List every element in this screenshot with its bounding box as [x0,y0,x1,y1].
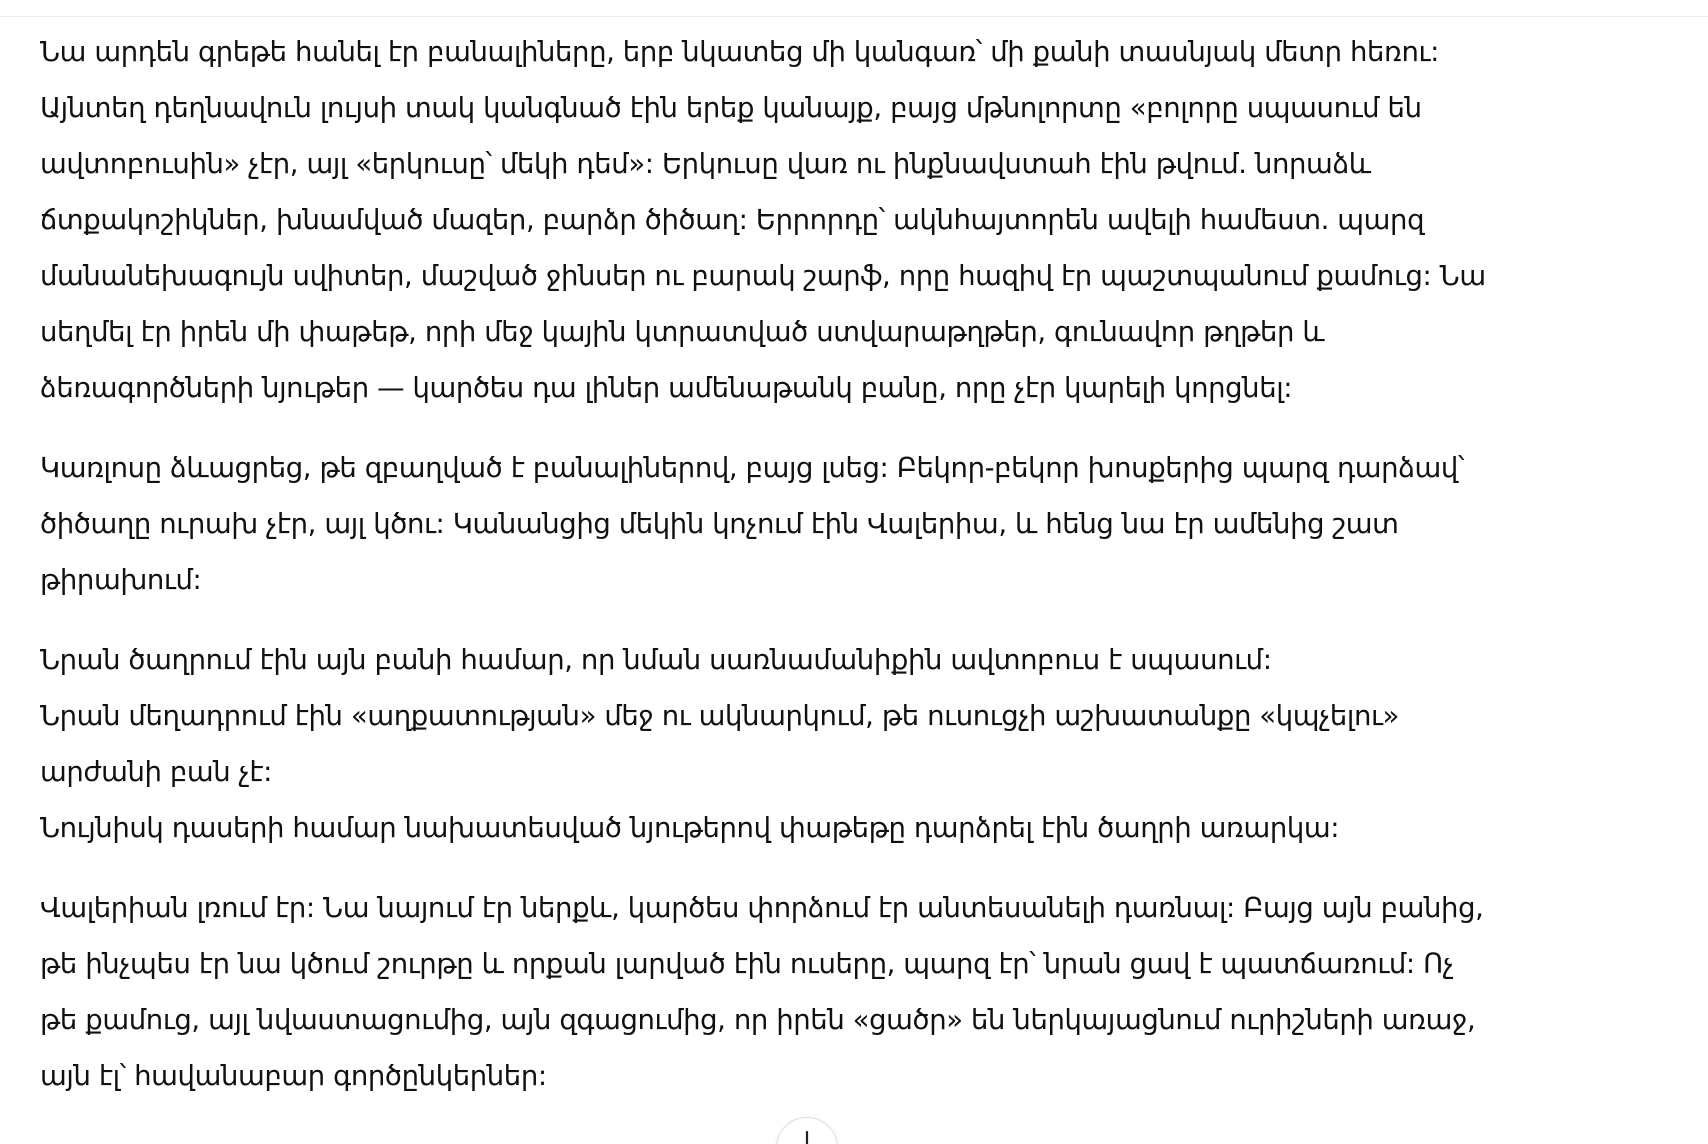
arrow-down-icon [797,1130,817,1144]
top-divider [0,16,1708,17]
article-paragraph: Նա արդեն գրեթե հանել էր բանալիները, երբ նկատեց մի կանգառ՝ մի քանի տասնյակ մետր հեռու: Այնտեղ դեղնավուն լույսի տակ կանգնած էին երեք կանայք, բայց մթնոլորտը «բոլորը սպասում են ավտոբուսին» չէր, այլ «երկուսը՝ մեկի դեմ»: Երկուսը վառ ու ինքնավստահ էին թվում. նորաձև ճտքակոշիկներ, խնամված մազեր, բարձր ծիծաղ: Երրորդը՝ ակնհայտորեն ավելի համեստ. պարզ մանանեխագույն սվիտեր, մաշված ջինսեր ու բարակ շարֆ, որը հազիվ էր պաշտպանում քամուց: Նա սեղմել էր իրեն մի փաթեթ, որի մեջ կային կտրատված ստվարաթղթեր, գունավոր թղթեր և ձեռագործների նյութեր — կարծես դա լիներ ամենաթանկ բանը, որը չէր կարելի կորցնել: [40,36,1486,404]
article-paragraph: Նրան ծաղրում էին այն բանի համար, որ նման սառնամանիքին ավտոբուս է սպասում: Նրան մեղադրում էին «աղքատության» մեջ ու ակնարկում, թե ուսուցչի աշխատանքը «կպչելու» արժանի բան չէ: Նույնիսկ դասերի համար նախատեսված նյութերով փաթեթը դարձրել էին ծաղրի առարկա: [40,644,1399,844]
article-paragraph: Վալերիան լռում էր: Նա նայում էր ներքև, կարծես փորձում էր անտեսանելի դառնալ: Բայց այն բանից, թե ինչպես էր նա կծում շուրթը և որքան լարված էին ուսերը, պարզ էր՝ նրան ցավ է պատճառում: Ոչ թե քամուց, այլ նվաստացումից, այն զգացումից, որ իրեն «ցածր» են ներկայացնում ուրիշների առաջ, այն էլ՝ հավանաբար գործընկերներ: [40,892,1484,1092]
article-body [40,24,1680,1128]
article-paragraph: Կառլոսը ձևացրեց, թե զբաղված է բանալիներով, բայց լսեց: Բեկոր-բեկոր խոսքերից պարզ դարձավ՝ ծիծաղը ուրախ չէր, այլ կծու: Կանանցից մեկին կոչում էին Վալերիա, և հենց նա էր ամենից շատ թիրախում: [40,452,1465,596]
